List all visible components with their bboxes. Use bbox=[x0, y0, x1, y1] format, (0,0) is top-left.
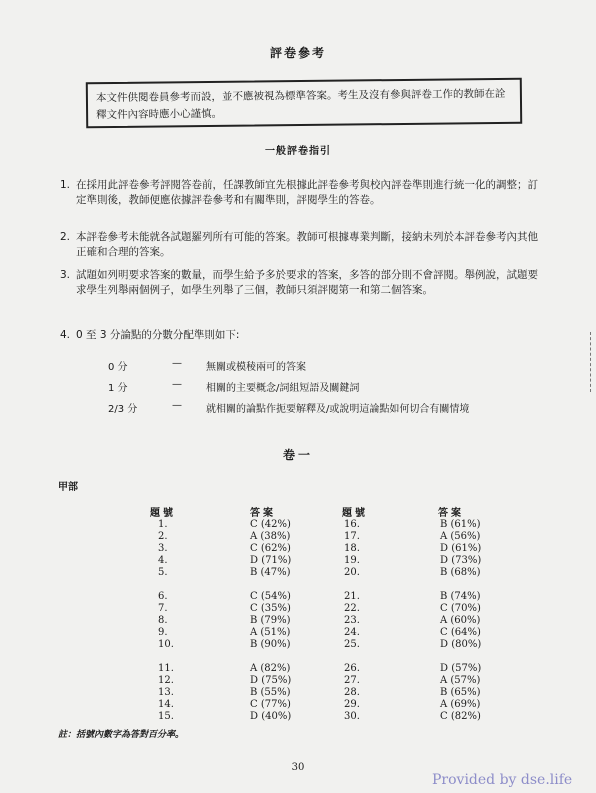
question-number-cell: 30. bbox=[344, 711, 360, 722]
mark-description: 無關或模稜兩可的答案 bbox=[206, 362, 306, 373]
mark-description: 就相關的論點作扼要解釋及/或說明這論點如何切合有關情境 bbox=[206, 404, 470, 415]
question-number-cell: 26. bbox=[344, 663, 360, 674]
answer-cell: C (64%) bbox=[440, 627, 481, 638]
notice-box: 本文件供閱卷員參考而設，並不應被視為標準答案。考生及沒有參與評卷工作的教師在詮釋文件內容時應小心謹慎。 bbox=[86, 78, 522, 129]
question-number-cell: 27. bbox=[344, 675, 360, 686]
scan-edge-mark bbox=[590, 332, 593, 392]
page-number: 30 bbox=[291, 762, 305, 773]
question-number-cell: 5. bbox=[158, 567, 168, 578]
question-number-cell: 18. bbox=[344, 543, 360, 554]
answer-cell: C (70%) bbox=[440, 603, 481, 614]
instruction-text: 0 至 3 分論點的分數分配準則如下: bbox=[76, 329, 240, 341]
document-title: 評卷參考 bbox=[269, 46, 326, 60]
question-number-cell: 29. bbox=[344, 699, 360, 710]
answer-cell: B (68%) bbox=[440, 567, 481, 578]
question-number-cell: 17. bbox=[344, 531, 360, 542]
answer-cell: D (40%) bbox=[250, 711, 292, 722]
answer-cell: C (42%) bbox=[250, 519, 291, 530]
instruction-number: 1. bbox=[60, 179, 71, 191]
question-number-cell: 21. bbox=[344, 591, 360, 602]
answer-cell: B (65%) bbox=[440, 687, 481, 698]
section-title: 甲部 bbox=[58, 482, 78, 493]
question-number-cell: 10. bbox=[158, 639, 174, 650]
question-number-cell: 3. bbox=[158, 543, 168, 554]
question-number-cell: 19. bbox=[344, 555, 360, 566]
answer-cell: B (79%) bbox=[250, 615, 291, 626]
question-number-cell: 4. bbox=[158, 555, 168, 566]
mark-level: 0 分 bbox=[108, 362, 128, 373]
answer-cell: B (90%) bbox=[250, 639, 291, 650]
answer-cell: A (60%) bbox=[440, 615, 481, 626]
instruction-item bbox=[60, 268, 540, 298]
question-number-cell: 24. bbox=[344, 627, 360, 638]
question-number-cell: 11. bbox=[158, 663, 174, 674]
question-number-cell: 7. bbox=[158, 603, 168, 614]
instruction-text: 本評卷參考未能就各試題羅列所有可能的答案。教師可根據專業判斷，接納未列於本評卷參考內其他正確和合理的答案。 bbox=[76, 231, 538, 258]
question-number-cell: 12. bbox=[158, 675, 174, 686]
answer-cell: C (77%) bbox=[250, 699, 291, 710]
answer-cell: C (62%) bbox=[250, 543, 291, 554]
instruction-number: 2. bbox=[60, 231, 71, 243]
answer-cell: C (82%) bbox=[440, 711, 481, 722]
instruction-item bbox=[60, 178, 540, 208]
question-number-cell: 23. bbox=[344, 615, 360, 626]
mark-level: 1 分 bbox=[108, 383, 128, 394]
question-number-cell: 14. bbox=[158, 699, 174, 710]
watermark-text: Provided by dse.life bbox=[432, 772, 573, 788]
section-subtitle: 一般評卷指引 bbox=[265, 146, 331, 157]
instruction-item bbox=[60, 328, 540, 343]
answer-cell: A (38%) bbox=[250, 531, 291, 542]
answer-cell: B (61%) bbox=[440, 519, 481, 530]
answer-cell: D (73%) bbox=[440, 555, 482, 566]
question-number-cell: 28. bbox=[344, 687, 360, 698]
question-number-cell: 9. bbox=[158, 627, 168, 638]
answer-cell: B (47%) bbox=[250, 567, 291, 578]
answer-cell: D (61%) bbox=[440, 543, 482, 554]
answer-header: 答案 bbox=[250, 508, 276, 519]
mark-dash: — bbox=[172, 400, 182, 411]
instruction-text: 試題如列明要求答案的數量，而學生給予多於要求的答案，多答的部分則不會評閱。舉例說，試題要求學生列舉兩個例子，如學生列舉了三個，教師只須評閱第一和第二個答案。 bbox=[76, 269, 538, 296]
question-number-cell: 2. bbox=[158, 531, 168, 542]
footnote: 註：括號內數字為答對百分率。 bbox=[58, 730, 185, 740]
answer-cell: C (54%) bbox=[250, 591, 291, 602]
question-number-cell: 20. bbox=[344, 567, 360, 578]
question-number-cell: 6. bbox=[158, 591, 168, 602]
mark-description: 相關的主要概念/詞組短語及關鍵詞 bbox=[206, 383, 360, 394]
question-number-cell: 8. bbox=[158, 615, 168, 626]
instruction-number: 4. bbox=[60, 329, 71, 341]
answer-cell: A (69%) bbox=[440, 699, 481, 710]
answer-cell: D (75%) bbox=[250, 675, 292, 686]
question-number-cell: 16. bbox=[344, 519, 360, 530]
answer-cell: B (74%) bbox=[440, 591, 481, 602]
paper-title: 卷一 bbox=[282, 448, 313, 462]
mark-dash: — bbox=[172, 379, 182, 390]
answer-cell: D (71%) bbox=[250, 555, 292, 566]
mark-dash: — bbox=[172, 358, 182, 369]
question-number-header: 題號 bbox=[150, 508, 176, 519]
question-number-header: 題號 bbox=[342, 508, 368, 519]
answer-cell: A (51%) bbox=[250, 627, 291, 638]
question-number-cell: 13. bbox=[158, 687, 174, 698]
answer-cell: C (35%) bbox=[250, 603, 291, 614]
answer-cell: A (82%) bbox=[250, 663, 291, 674]
answer-cell: D (80%) bbox=[440, 639, 482, 650]
mark-level: 2/3 分 bbox=[108, 404, 138, 415]
answer-cell: B (55%) bbox=[250, 687, 291, 698]
instruction-number: 3. bbox=[60, 269, 71, 281]
question-number-cell: 1. bbox=[158, 519, 168, 530]
question-number-cell: 25. bbox=[344, 639, 360, 650]
answer-cell: A (57%) bbox=[440, 675, 481, 686]
question-number-cell: 22. bbox=[344, 603, 360, 614]
answer-cell: A (56%) bbox=[440, 531, 481, 542]
instruction-text: 在採用此評卷參考評閱答卷前，任課教師宜先根據此評卷參考與校內評卷準則進行統一化的調整；訂定準則後，教師便應依據評卷參考和有關準則，評閱學生的答卷。 bbox=[76, 179, 538, 206]
question-number-cell: 15. bbox=[158, 711, 174, 722]
answer-cell: D (57%) bbox=[440, 663, 482, 674]
answer-header: 答案 bbox=[438, 508, 464, 519]
instruction-item bbox=[60, 230, 540, 260]
